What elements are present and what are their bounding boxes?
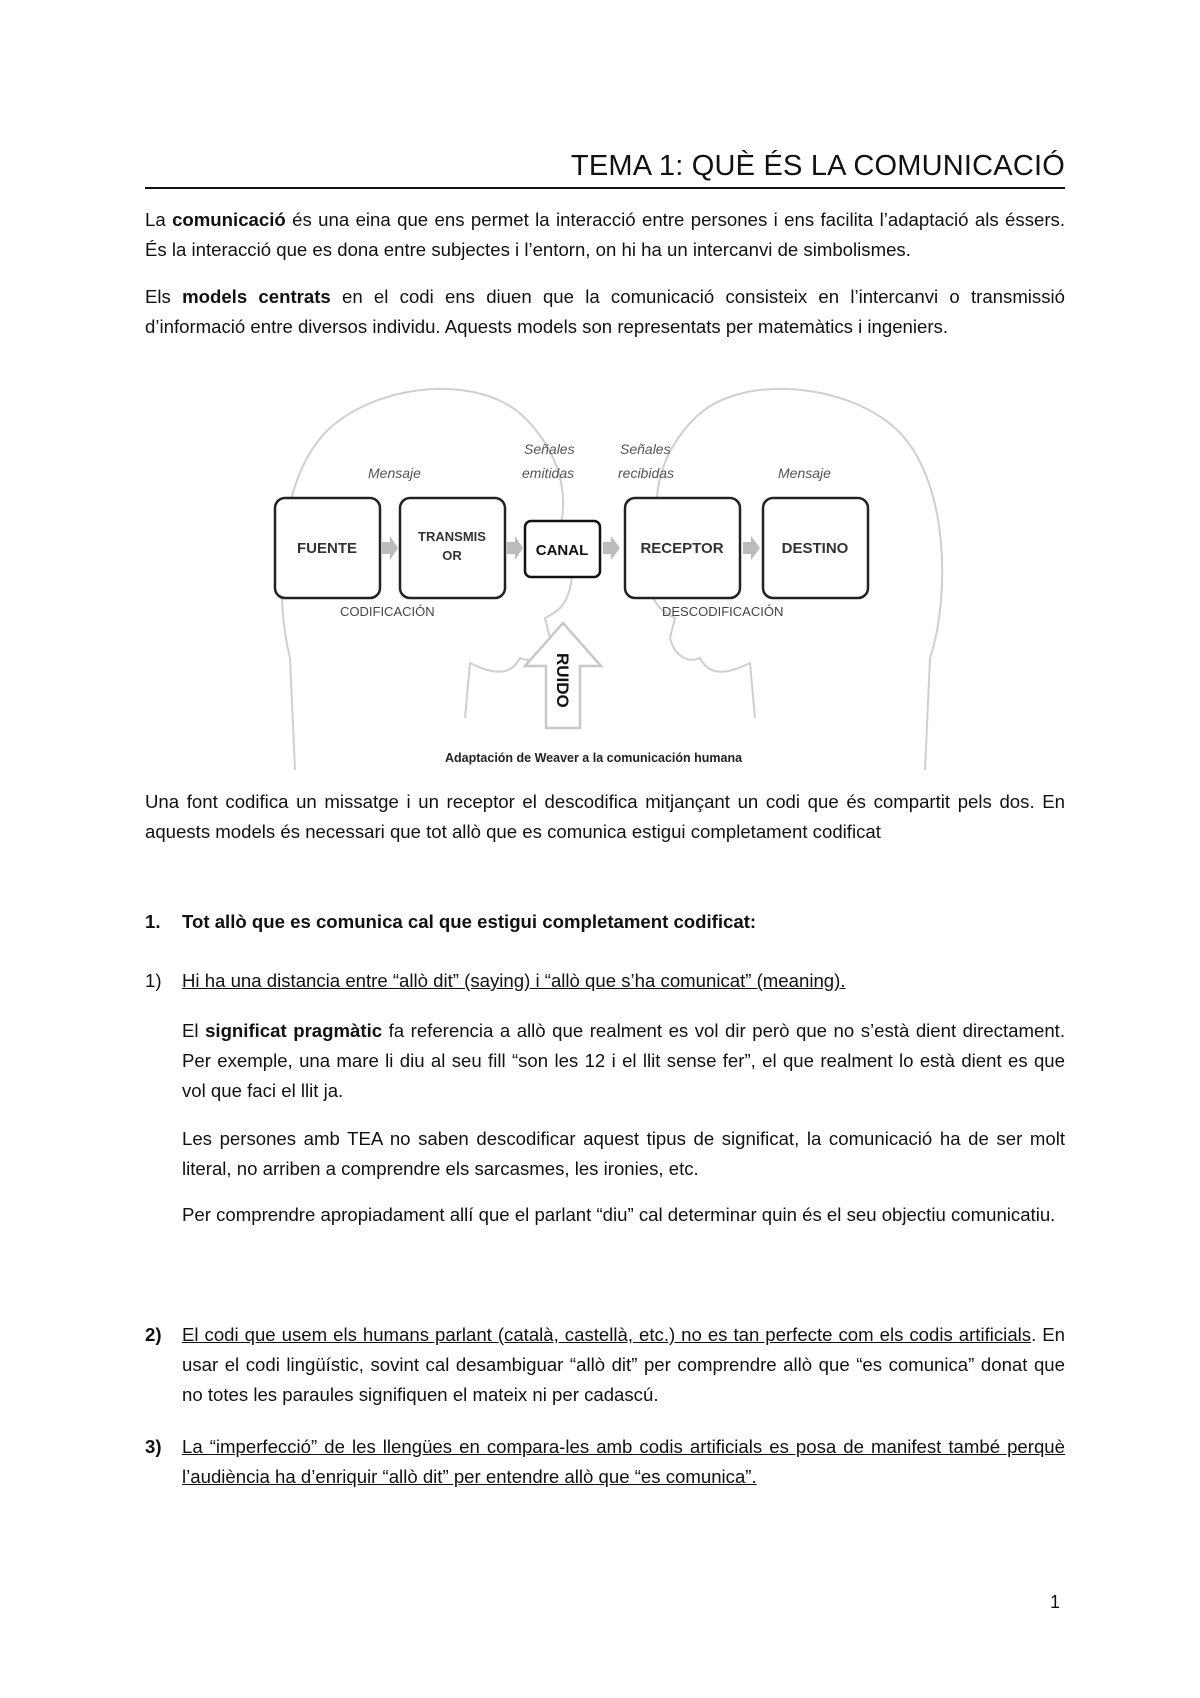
bold-term: comunicació	[172, 209, 286, 230]
transmisor-label-line1: TRANSMIS	[418, 529, 486, 544]
text-run: és una eina que ens permet la interacció entre persones i ens facilita l’adaptació als éssers. És la interacció que es dona entre subjectes i l’entorn, on hi ha un intercanvi de simbolismes.	[145, 209, 1065, 260]
item-1-number: 1)	[145, 970, 162, 991]
underlined-text: Hi ha una distancia entre “allò dit” (saying) i “allò que s’ha comunicat” (meaning).	[182, 970, 846, 991]
section-heading: Tot allò que es comunica cal que estigui completament codificat:	[182, 911, 757, 932]
senales-emitidas-label-2: emitidas	[522, 465, 575, 481]
text-run: fa referencia a allò que realment es vol dir però que no s’està dient directament. Per exemple, una mare li diu al seu fill “son les 12 i el llit sense fer”, el que realment lo està dient es que vol que faci el llit ja.	[182, 1020, 1065, 1101]
item-1-heading	[182, 966, 1065, 996]
intro-paragraph-2	[145, 282, 1065, 342]
bold-term: models centrats	[182, 286, 331, 307]
text-run: La	[145, 209, 173, 230]
figure-caption: Adaptación de Weaver a la comunicación humana	[445, 751, 743, 765]
senales-emitidas-label-1: Señales	[524, 441, 575, 457]
mensaje-right-label: Mensaje	[778, 465, 831, 481]
canal-label: CANAL	[535, 542, 589, 559]
mensaje-left-label: Mensaje	[368, 465, 421, 481]
codificacion-label: CODIFICACIÓN	[340, 604, 435, 619]
left-neck-outline	[290, 658, 295, 770]
item-1-paragraph-1	[182, 1016, 1065, 1106]
arrow-1	[382, 536, 398, 560]
fuente-label: FUENTE	[297, 540, 357, 557]
text-run: . En usar el codi lingüístic, sovint cal desambiguar “allò dit” per comprendre allò que “es comunica” donat que no totes les paraules signifiquen el mateix ni per cadascú.	[182, 1324, 1065, 1405]
item-3-number: 3)	[145, 1436, 162, 1457]
text-run: El	[182, 1020, 206, 1041]
item-3-paragraph	[182, 1432, 1065, 1492]
item-1-paragraph-3: Per comprendre apropiadament allí que el parlant “diu” cal determinar quin és el seu objectiu comunicatiu.	[182, 1204, 1056, 1225]
item-2-number: 2)	[145, 1324, 162, 1345]
item-1-paragraph-2: Les persones amb TEA no saben descodificar aquest tipus de significat, la comunicació ha de ser molt literal, no arriben a comprendre els sarcasmes, les ironies, etc.	[182, 1128, 1065, 1179]
destino-label: DESTINO	[781, 540, 849, 557]
senales-recibidas-label-1: Señales	[620, 441, 671, 457]
transmisor-label-line2: OR	[442, 548, 462, 563]
underlined-text: La “imperfecció” de les llengües en compara-les amb codis artificials es posa de manifest també perquè l’audiència ha d’enriquir “allò dit” per entendre allò que “es comunica”.	[182, 1436, 1065, 1487]
section-number: 1.	[145, 911, 161, 932]
item-2-paragraph	[182, 1320, 1065, 1410]
arrow-3	[603, 536, 620, 560]
arrow-2	[507, 536, 523, 560]
ruido-label: RUIDO	[553, 653, 572, 708]
after-figure-paragraph: Una font codifica un missatge i un receptor el descodifica mitjançant un codi que és compartit pels dos. En aquests models és necessari que tot allò que es comunica estigui completament codificat	[145, 791, 1065, 842]
page-number: 1	[1050, 1592, 1061, 1612]
intro-paragraph-1	[145, 205, 1065, 265]
communication-model-diagram	[270, 358, 950, 770]
underlined-text: El codi que usem els humans parlant (català, castellà, etc.) no es tan perfecte com els codis artificials	[182, 1324, 1032, 1345]
text-run: Els	[145, 286, 183, 307]
descodificacion-label: DESCODIFICACIÓN	[662, 604, 784, 619]
senales-recibidas-label-2: recibidas	[618, 465, 675, 481]
right-neck-outline	[925, 658, 930, 770]
text-run: en el codi ens diuen que la comunicació consisteix en l’intercanvi o transmissió d’informació entre diversos individu. Aquests models son representats per matemàtics i ingeniers.	[145, 286, 1065, 337]
receptor-label: RECEPTOR	[640, 540, 724, 557]
arrow-4	[743, 536, 760, 560]
page-title: TEMA 1: QUÈ ÉS LA COMUNICACIÓ	[145, 150, 1065, 189]
bold-term: significat pragmàtic	[205, 1020, 383, 1041]
